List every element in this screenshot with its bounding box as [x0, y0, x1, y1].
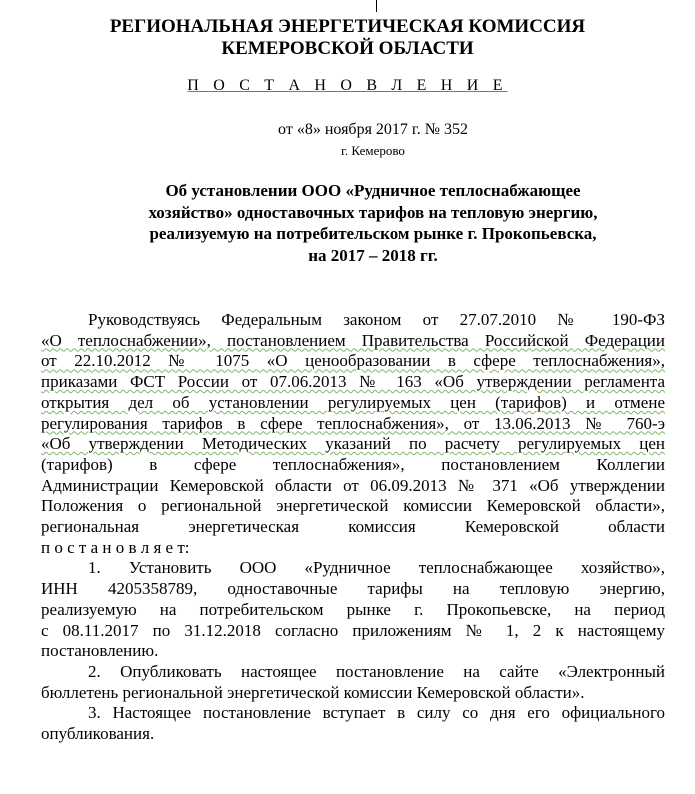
item1-line: 1. Установить ООО «Рудничное теплоснабжающее хозяйство»,	[88, 558, 665, 578]
preamble-line: (тарифов) в сфере теплоснабжения», постановлением Коллегии	[41, 454, 665, 474]
preamble-line: от 22.10.2012 № 1075 «О ценообразовании в сфере теплоснабжения»,	[41, 351, 665, 371]
document-title	[0, 180, 695, 266]
date-number: от «8» ноября 2017 г. № 352	[278, 121, 468, 138]
item1-line: с 08.11.2017 по 31.12.2018 согласно приложениям № 1, 2 к настоящему	[41, 620, 665, 640]
title-line: на 2017 – 2018 гг.	[308, 245, 438, 265]
preamble-line: регулирования тарифов в сфере теплоснабжения», от 13.06.2013 № 760-э	[41, 413, 665, 433]
org-name-line1: РЕГИОНАЛЬНАЯ ЭНЕРГЕТИЧЕСКАЯ КОМИССИЯ	[109, 16, 586, 37]
preamble-line: «О теплоснабжении», постановлением Правительства Российской Федерации	[41, 330, 665, 350]
item3-line: 3. Настоящее постановление вступает в силу со дня его официального	[88, 703, 665, 723]
preamble-line: Администрации Кемеровской области от 06.09.2013 № 371 «Об утверждении	[41, 475, 665, 495]
org-name-line2: КЕМЕРОВСКОЙ ОБЛАСТИ	[221, 38, 474, 59]
item1-line: реализуемую на потребительском рынке г. Прокопьевске, на период	[41, 599, 665, 619]
text-cursor	[376, 0, 377, 12]
preamble-line: «Об утверждении Методических указаний по расчету регулируемых цен	[41, 434, 665, 454]
title-line: реализуемую на потребительском рынке г. Прокопьевска,	[149, 224, 597, 243]
title-line: Об установлении ООО «Рудничное теплоснабжающее	[165, 181, 581, 200]
item3-line: опубликования.	[41, 724, 155, 744]
preamble-line: открытия дел об установлении регулируемых цен (тарифов) и отмене	[41, 392, 665, 412]
title-line: хозяйство» одноставочных тарифов на тепловую энергию,	[148, 202, 598, 222]
document-type-text: П О С Т А Н О В Л Е Н И Е	[187, 77, 508, 94]
item1-line: ИНН 4205358789, одноставочные тарифы на тепловую энергию,	[41, 579, 665, 599]
preamble-line: Руководствуясь Федеральным законом от 27.07.2010 № 190-ФЗ	[88, 310, 665, 329]
preamble-line: приказами ФСТ России от 07.06.2013 № 163 «Об утверждении регламента	[41, 372, 665, 392]
item2-line: бюллетень региональной энергетической комиссии Кемеровской области».	[41, 682, 585, 702]
item1-line: постановлению.	[41, 641, 159, 661]
preamble-line: п о с т а н о в л я е т:	[41, 537, 190, 557]
item2-line: 2. Опубликовать настоящее постановление на сайте «Электронный	[88, 661, 665, 681]
city: г. Кемерово	[341, 143, 405, 158]
preamble-line: региональная энергетическая комиссия Кемеровской области	[41, 517, 665, 537]
preamble-line: Положения о региональной энергетической комиссии Кемеровской области»,	[41, 496, 665, 516]
document-body	[41, 310, 665, 745]
document-type	[0, 77, 695, 95]
